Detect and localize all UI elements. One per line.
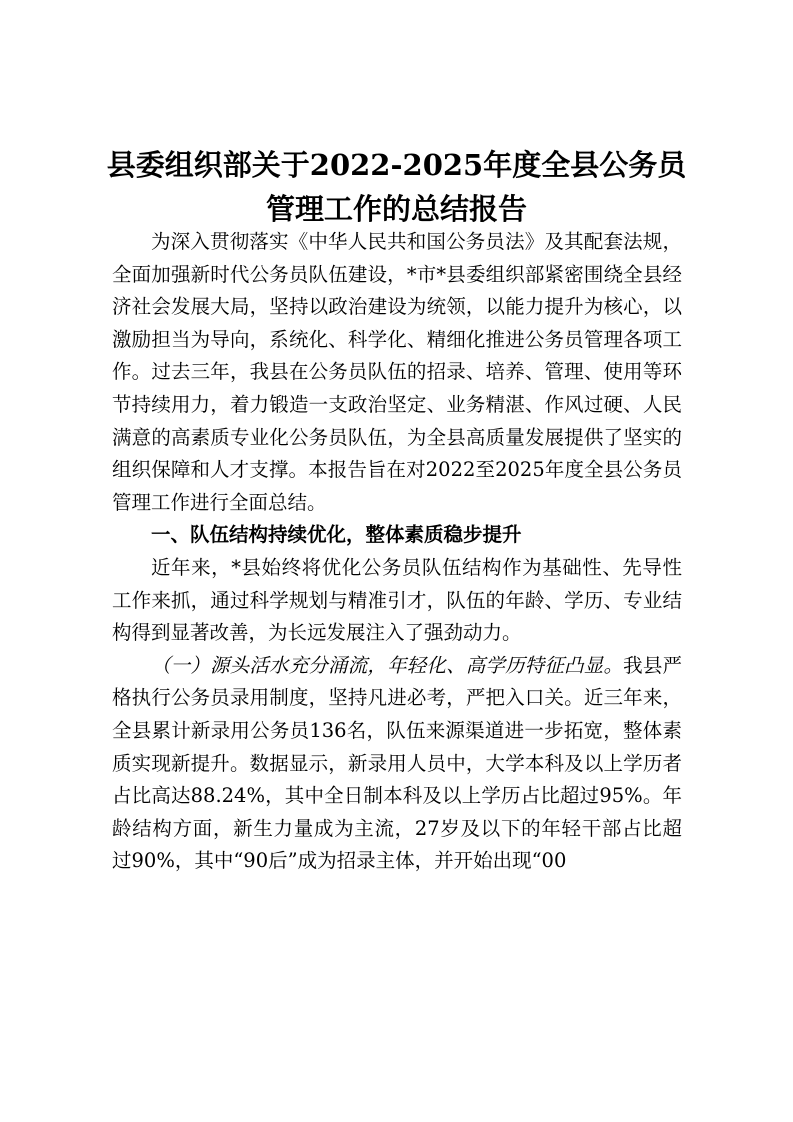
section-heading-1: 一、队伍结构持续优化，整体素质稳步提升 bbox=[151, 523, 522, 547]
section-1-paragraph: 近年来，*县始终将优化公务员队伍结构作为基础性、先导性工作来抓，通过科学规划与精准引才，队伍的年龄、学历、专业结构得到显著改善，为长远发展注入了强劲动力。 bbox=[112, 555, 682, 645]
intro-paragraph: 为深入贯彻落实《中华人民共和国公务员法》及其配套法规，全面加强新时代公务员队伍建设，*市*县委组织部紧密围绕全县经济社会发展大局，坚持以政治建设为统领，以能力提升为核心，以激励担当为导向，系统化、科学化、精细化推进公务员管理各项工作。过去三年，我县在公务员队伍的招录、培养、管理、使用等环节持续用力，着力锻造一支政治坚定、业务精湛、作风过硬、人民满意的高素质专业化公务员队伍，为全县高质量发展提供了坚实的组织保障和人才支撑。本报告旨在对2022至2025年度全县公务员管理工作进行全面总结。 bbox=[112, 230, 682, 514]
subsection-1-paragraph bbox=[112, 650, 682, 878]
subsection-heading-1: （一）源头活水充分涌流，年轻化、高学历特征凸显。 bbox=[151, 653, 624, 677]
document-body bbox=[112, 226, 682, 878]
page-title: 县委组织部关于2022-2025年度全县公务员管理工作的总结报告 bbox=[106, 148, 687, 226]
subsection-1-body: 我县严格执行公务员录用制度，坚持凡进必考，严把入口关。近三年来，全县累计新录用公务员136名，队伍来源渠道进一步拓宽，整体素质实现新提升。数据显示，新录用人员中，大学本科及以上学历者占比高达88.24%，其中全日制本科及以上学历占比超过95%。年龄结构方面，新生力量成为主流，27岁及以下的年轻干部占比超过90%，其中“90后”成为招录主体，并开始出现“00 bbox=[112, 653, 682, 873]
